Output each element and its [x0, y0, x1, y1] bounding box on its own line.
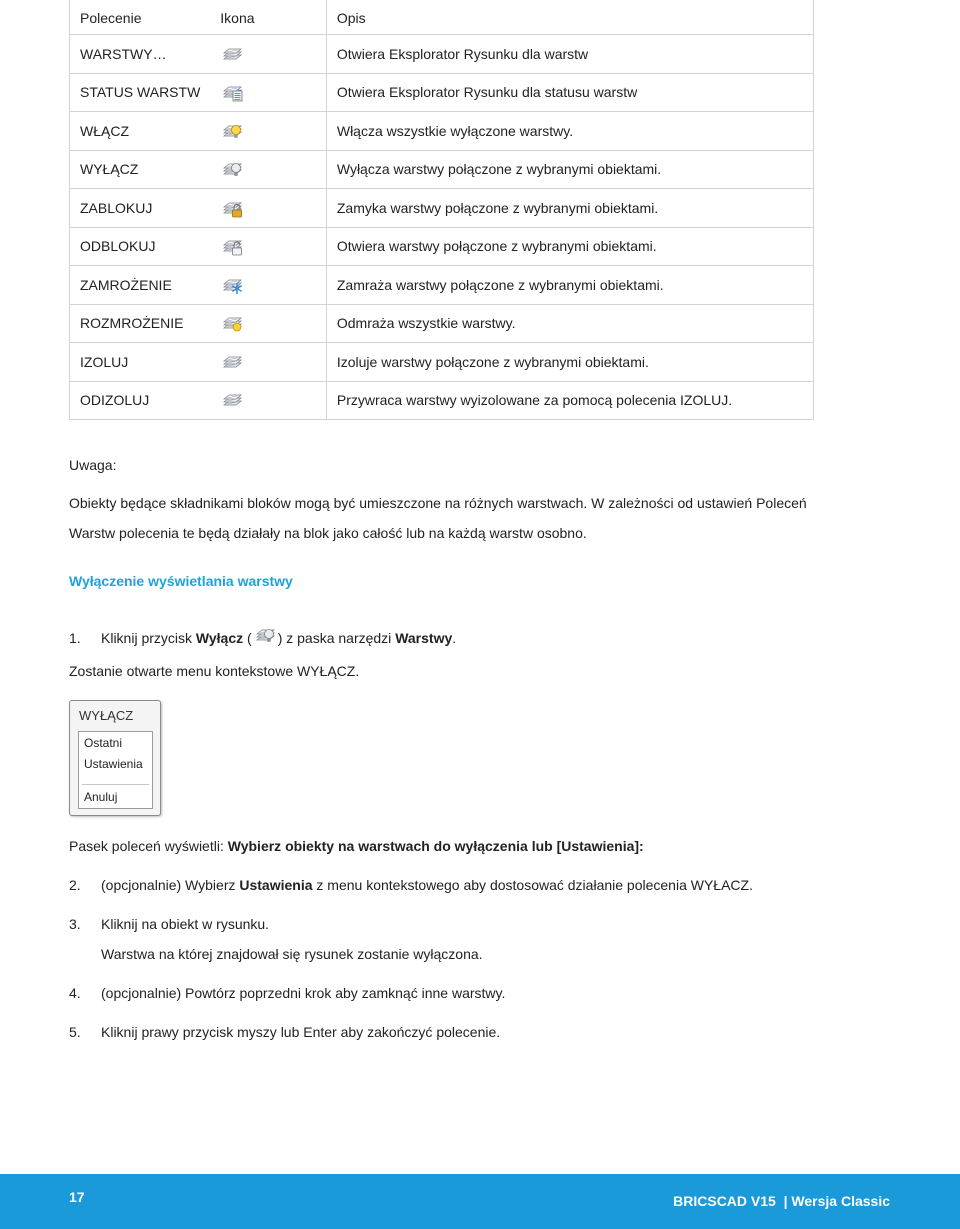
command-description: Otwiera Eksplorator Rysunku dla warstw	[326, 35, 813, 74]
step-number: 3.	[69, 916, 81, 932]
table-row	[70, 304, 814, 343]
layers-icon	[220, 42, 244, 66]
thaw-icon	[220, 311, 244, 335]
bulb-off-icon	[220, 157, 244, 181]
footer-brand: BRICSCAD V15 | Wersja Classic	[673, 1193, 890, 1209]
step-text: (	[243, 630, 252, 646]
command-name: WARSTWY…	[70, 35, 211, 74]
step-bold: Wyłącz	[195, 630, 244, 646]
context-menu	[69, 700, 161, 816]
bulb-off-icon	[253, 623, 277, 647]
command-description: Przywraca warstwy wyizolowane za pomocą polecenia IZOLUJ.	[326, 381, 813, 420]
command-description: Otwiera Eksplorator Rysunku dla statusu warstw	[326, 73, 813, 112]
step-text: (opcjonalnie) Wybierz	[101, 877, 240, 893]
prompt-text: Pasek poleceń wyświetli:	[69, 838, 228, 854]
note-line-1: Obiekty będące składnikami bloków mogą być umieszczone na różnych warstwach. W zależności od ustawień Poleceń	[69, 495, 807, 511]
menu-item-ostatni[interactable]: Ostatni	[84, 736, 123, 750]
step-4	[69, 985, 505, 1001]
header-command: Polecenie	[70, 0, 211, 35]
page-number: 17	[69, 1189, 85, 1205]
command-description: Wyłącza warstwy połączone z wybranymi obiektami.	[326, 150, 813, 189]
table-row	[70, 73, 814, 112]
unisolate-icon	[220, 388, 244, 412]
bulb-on-icon	[220, 119, 244, 143]
prompt-bold: Wybierz obiekty na warstwach do wyłączenia lub [Ustawienia]:	[227, 838, 644, 854]
table-header-row	[70, 0, 814, 35]
table-row	[70, 189, 814, 228]
command-name: IZOLUJ	[70, 343, 211, 382]
table-row	[70, 150, 814, 189]
command-name: ZAMROŻENIE	[70, 266, 211, 305]
menu-item-anuluj[interactable]: Anuluj	[84, 790, 118, 804]
step-bold: Warstwy	[395, 630, 453, 646]
header-description: Opis	[326, 0, 813, 35]
layer-status-icon	[220, 80, 244, 104]
command-description: Zamyka warstwy połączone z wybranymi obiektami.	[326, 189, 813, 228]
lock-icon	[220, 196, 244, 220]
command-description: Odmraża wszystkie warstwy.	[326, 304, 813, 343]
command-description: Otwiera warstwy połączone z wybranymi obiektami.	[326, 227, 813, 266]
step-bold: Ustawienia	[239, 877, 313, 893]
command-name: ZABLOKUJ	[70, 189, 211, 228]
command-name: ROZMROŻENIE	[70, 304, 211, 343]
command-name: ODIZOLUJ	[70, 381, 211, 420]
section-heading: Wyłączenie wyświetlania warstwy	[69, 573, 293, 589]
step-2	[69, 877, 753, 893]
command-name: STATUS WARSTW	[70, 73, 211, 112]
step-3	[69, 916, 269, 932]
step-text: ) z paska narzędzi	[277, 630, 396, 646]
header-icon: Ikona	[210, 0, 326, 35]
step-1	[69, 623, 456, 647]
step-number: 1.	[69, 630, 81, 646]
step-text: (opcjonalnie) Powtórz poprzedni krok aby zamknąć inne warstwy.	[101, 985, 506, 1001]
context-menu-options	[78, 731, 153, 809]
step-number: 4.	[69, 985, 81, 1001]
step-5	[69, 1024, 500, 1040]
table-row	[70, 112, 814, 151]
table-row	[70, 227, 814, 266]
step-number: 2.	[69, 877, 81, 893]
command-table	[69, 0, 814, 420]
context-menu-info: Zostanie otwarte menu kontekstowe WYŁĄCZ.	[69, 663, 360, 679]
context-menu-title: WYŁĄCZ	[79, 708, 134, 723]
table-row	[70, 343, 814, 382]
command-prompt	[69, 838, 644, 854]
command-description: Włącza wszystkie wyłączone warstwy.	[326, 112, 813, 151]
step-number: 5.	[69, 1024, 81, 1040]
page-footer	[0, 1174, 960, 1229]
command-name: ODBLOKUJ	[70, 227, 211, 266]
command-description: Izoluje warstwy połączone z wybranymi obiektami.	[326, 343, 813, 382]
step-text: z menu kontekstowego aby dostosować działanie polecenia WYŁACZ.	[312, 877, 753, 893]
step-text: Kliknij prawy przycisk myszy lub Enter aby zakończyć polecenie.	[101, 1024, 501, 1040]
menu-item-ustawienia[interactable]: Ustawienia	[84, 757, 143, 771]
freeze-icon	[220, 273, 244, 297]
isolate-icon	[220, 350, 244, 374]
note-line-2: Warstw polecenia te będą działały na blok jako całość lub na każdą warstw osobno.	[69, 525, 587, 541]
command-name: WYŁĄCZ	[70, 150, 211, 189]
command-description: Zamraża warstwy połączone z wybranymi obiektami.	[326, 266, 813, 305]
note-label: Uwaga:	[69, 457, 117, 473]
table-row	[70, 35, 814, 74]
table-row	[70, 381, 814, 420]
step-text: Kliknij na obiekt w rysunku.	[101, 916, 270, 932]
step-text: Kliknij przycisk	[101, 630, 196, 646]
table-row	[70, 266, 814, 305]
unlock-icon	[220, 234, 244, 258]
menu-separator	[82, 784, 149, 785]
command-name: WŁĄCZ	[70, 112, 211, 151]
step-3-result: Warstwa na której znajdował się rysunek zostanie wyłączona.	[101, 946, 483, 962]
step-text: .	[452, 630, 457, 646]
